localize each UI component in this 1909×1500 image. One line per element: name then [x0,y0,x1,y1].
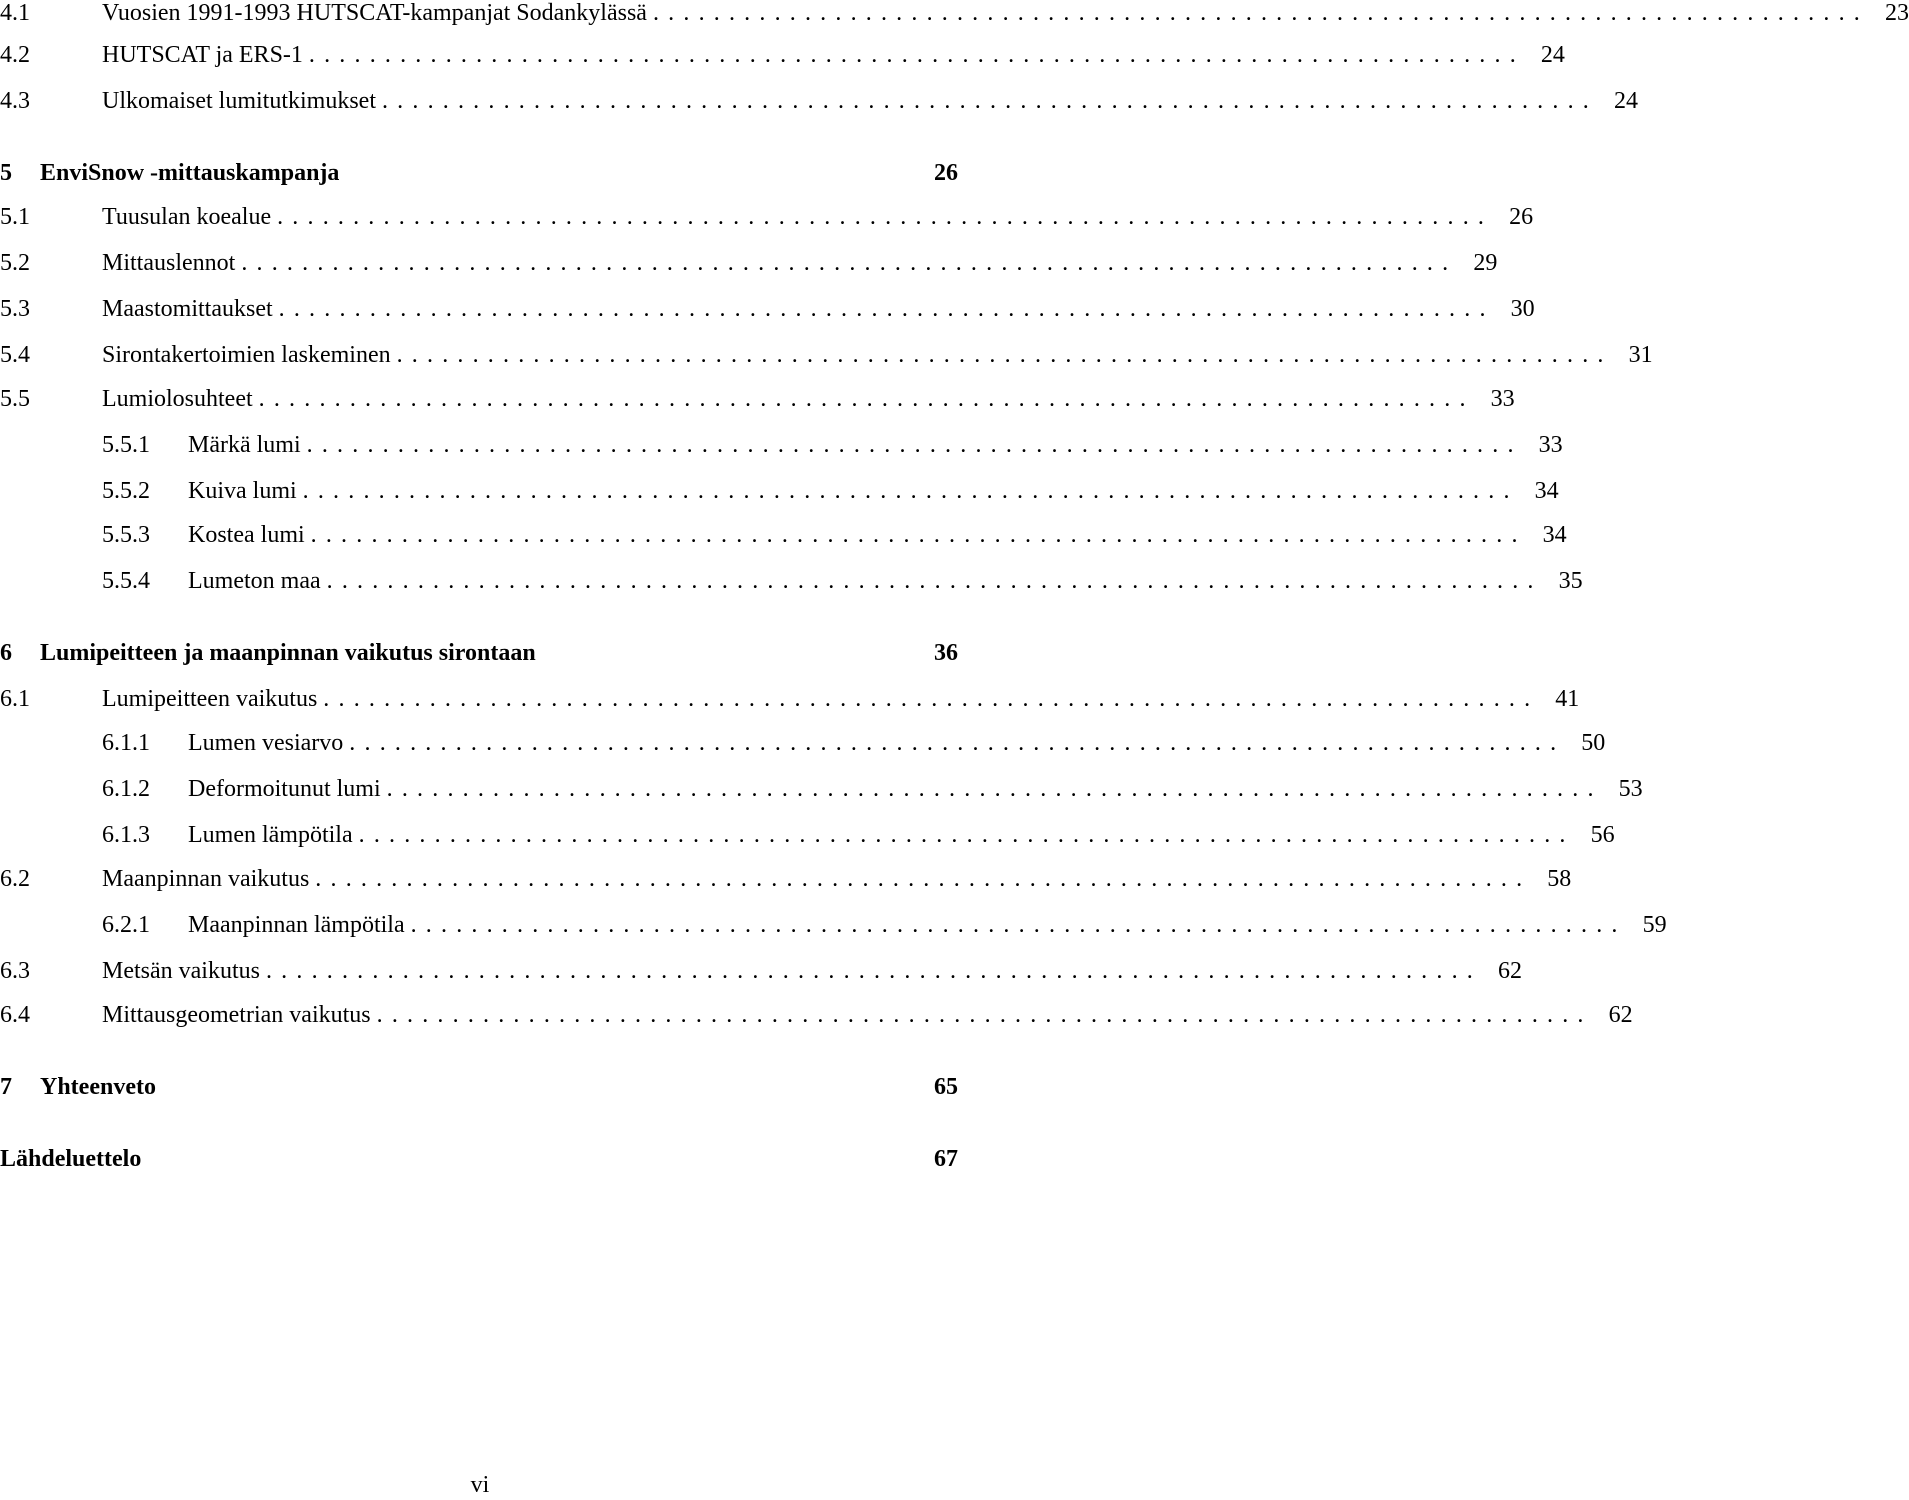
toc-entry-page: 24 [1540,42,1565,68]
toc-entry-number: 4.1 [0,0,30,26]
toc-entry-title: Maanpinnan vaikutus [102,866,310,892]
toc-entry-number: 6 [0,640,12,666]
toc-entry-number: 6.1 [0,686,30,712]
toc-entry-title: Lumiolosuhteet [102,386,253,412]
toc-entry-title: Mittausgeometrian vaikutus [102,1002,371,1028]
toc-entry[interactable] [0,200,1534,234]
toc-entry-page: 34 [1542,522,1567,548]
toc-dot-leader: ................................................................................ [396,342,1613,368]
toc-entry-number: 5.5.4 [102,568,150,594]
toc-entry[interactable] [0,428,1563,462]
toc-entry-page: 62 [1608,1002,1633,1028]
toc-entry-title: EnviSnow -mittauskampanja [40,160,340,186]
toc-dot-leader: ................................................................................ [310,522,1527,548]
toc-entry-page: 67 [934,1146,958,1172]
toc-entry[interactable] [0,246,1498,280]
toc-entry-page: 58 [1547,866,1572,892]
toc-entry-number: 6.4 [0,1002,30,1028]
toc-entry[interactable] [0,726,1606,760]
toc-entry[interactable] [0,38,1565,72]
toc-entry-title: Maastomittaukset [102,296,273,322]
toc-entry-page: 59 [1642,912,1667,938]
toc-entry-page: 34 [1534,478,1559,504]
toc-entry-page: 35 [1558,568,1583,594]
toc-dot-leader: ................................................................................ [323,686,1540,712]
toc-entry[interactable] [0,954,1522,988]
toc-entry-number: 6.1.1 [102,730,150,756]
toc-entry-page: 41 [1555,686,1580,712]
toc-entry-title: Kuiva lumi [188,478,297,504]
toc-entry-page: 33 [1538,432,1563,458]
toc-entry[interactable] [0,0,1909,30]
toc-dot-leader: ................................................................................ [386,776,1603,802]
toc-entry-page: 29 [1473,250,1498,276]
toc-entry-title: Deformoitunut lumi [188,776,381,802]
toc-entry-page: 53 [1618,776,1643,802]
toc-entry-title: Lähdeluettelo [0,1146,142,1172]
toc-dot-leader: ................................................................................ [358,822,1575,848]
toc-entry-title: Lumipeitteen ja maanpinnan vaikutus sirontaan [40,640,536,666]
toc-entry[interactable] [0,818,1615,852]
toc-entry-number: 5 [0,160,12,186]
toc-entry-number: 6.2.1 [102,912,150,938]
toc-dot-leader: ................................................................................ [258,386,1475,412]
toc-entry-number: 6.1.3 [102,822,150,848]
toc-entry-title: Tuusulan koealue [102,204,272,230]
toc-dot-leader: ................................................................................ [410,912,1627,938]
toc-entry[interactable] [0,682,1580,716]
toc-entry-number: 5.4 [0,342,30,368]
toc-entry-number: 6.1.2 [102,776,150,802]
toc-entry-title: Maanpinnan lämpötila [188,912,405,938]
toc-entry-title: Lumipeitteen vaikutus [102,686,318,712]
toc-entry[interactable] [0,292,1535,326]
toc-dot-leader: ................................................................................ [306,432,1523,458]
toc-dot-leader: ................................................................................ [241,250,1458,276]
toc-entry-title: Mittauslennot [102,250,236,276]
toc-entry-number: 6.3 [0,958,30,984]
toc-entry-number: 5.3 [0,296,30,322]
toc-entry-number: 5.2 [0,250,30,276]
toc-entry-title: Metsän vaikutus [102,958,260,984]
toc-entry-title: Vuosien 1991-1993 HUTSCAT-kampanjat Sodankylässä [102,0,647,26]
toc-chapter-entry[interactable] [0,156,958,190]
toc-entry[interactable] [0,862,1572,896]
toc-entry-number: 7 [0,1074,12,1100]
toc-entry-page: 56 [1590,822,1615,848]
toc-entry-title: Sirontakertoimien laskeminen [102,342,391,368]
toc-entry[interactable] [0,518,1567,552]
toc-chapter-entry[interactable] [0,636,958,670]
toc-entry[interactable] [0,564,1583,598]
toc-entry[interactable] [0,338,1653,372]
toc-entry-title: Lumeton maa [188,568,321,594]
toc-entry-title: Lumen vesiarvo [188,730,344,756]
toc-dot-leader: ................................................................................ [376,1002,1593,1028]
toc-entry-page: 30 [1510,296,1535,322]
toc-dot-leader: ................................................................................ [315,866,1532,892]
toc-entry-page: 26 [1509,204,1534,230]
toc-entry[interactable] [0,84,1638,118]
toc-dot-leader: ................................................................................ [326,568,1543,594]
toc-entry-page: 31 [1628,342,1653,368]
toc-entry-title: Ulkomaiset lumitutkimukset [102,88,376,114]
toc-entry-page: 36 [934,640,958,666]
toc-dot-leader: ................................................................................ [277,204,1494,230]
toc-entry-page: 26 [934,160,958,186]
toc-chapter-entry[interactable] [0,1142,958,1176]
toc-entry-page: 24 [1613,88,1638,114]
toc-entry-number: 4.2 [0,42,30,68]
toc-entry-number: 5.5.3 [102,522,150,548]
toc-entry-number: 5.1 [0,204,30,230]
toc-entry[interactable] [0,474,1559,508]
toc-dot-leader: ................................................................................ [302,478,1519,504]
toc-entry-title: Lumen lämpötila [188,822,353,848]
toc-entry[interactable] [0,998,1633,1032]
toc-dot-leader: ................................................................................ [652,0,1869,26]
toc-entry-number: 5.5 [0,386,30,412]
page-number: vi [470,1472,490,1498]
toc-entry-page: 33 [1490,386,1515,412]
toc-dot-leader: ................................................................................ [278,296,1495,322]
toc-entry-number: 4.3 [0,88,30,114]
toc-entry-page: 50 [1581,730,1606,756]
toc-entry-number: 6.2 [0,866,30,892]
toc-entry-title: Kostea lumi [188,522,305,548]
toc-entry-title: Märkä lumi [188,432,301,458]
toc-entry-number: 5.5.1 [102,432,150,458]
toc-entry[interactable] [0,382,1515,416]
toc-dot-leader: ................................................................................ [349,730,1566,756]
toc-entry-number: 5.5.2 [102,478,150,504]
toc-entry[interactable] [0,772,1643,806]
toc-entry[interactable] [0,908,1667,942]
toc-dot-leader: ................................................................................ [265,958,1482,984]
toc-entry-page: 62 [1497,958,1522,984]
toc-entry-page: 65 [934,1074,958,1100]
toc-entry-title: Yhteenveto [40,1074,156,1100]
toc-chapter-entry[interactable] [0,1070,958,1104]
toc-entry-title: HUTSCAT ja ERS-1 [102,42,303,68]
toc-dot-leader: ................................................................................ [308,42,1525,68]
toc-entry-page: 23 [1884,0,1909,26]
toc-dot-leader: ................................................................................ [381,88,1598,114]
